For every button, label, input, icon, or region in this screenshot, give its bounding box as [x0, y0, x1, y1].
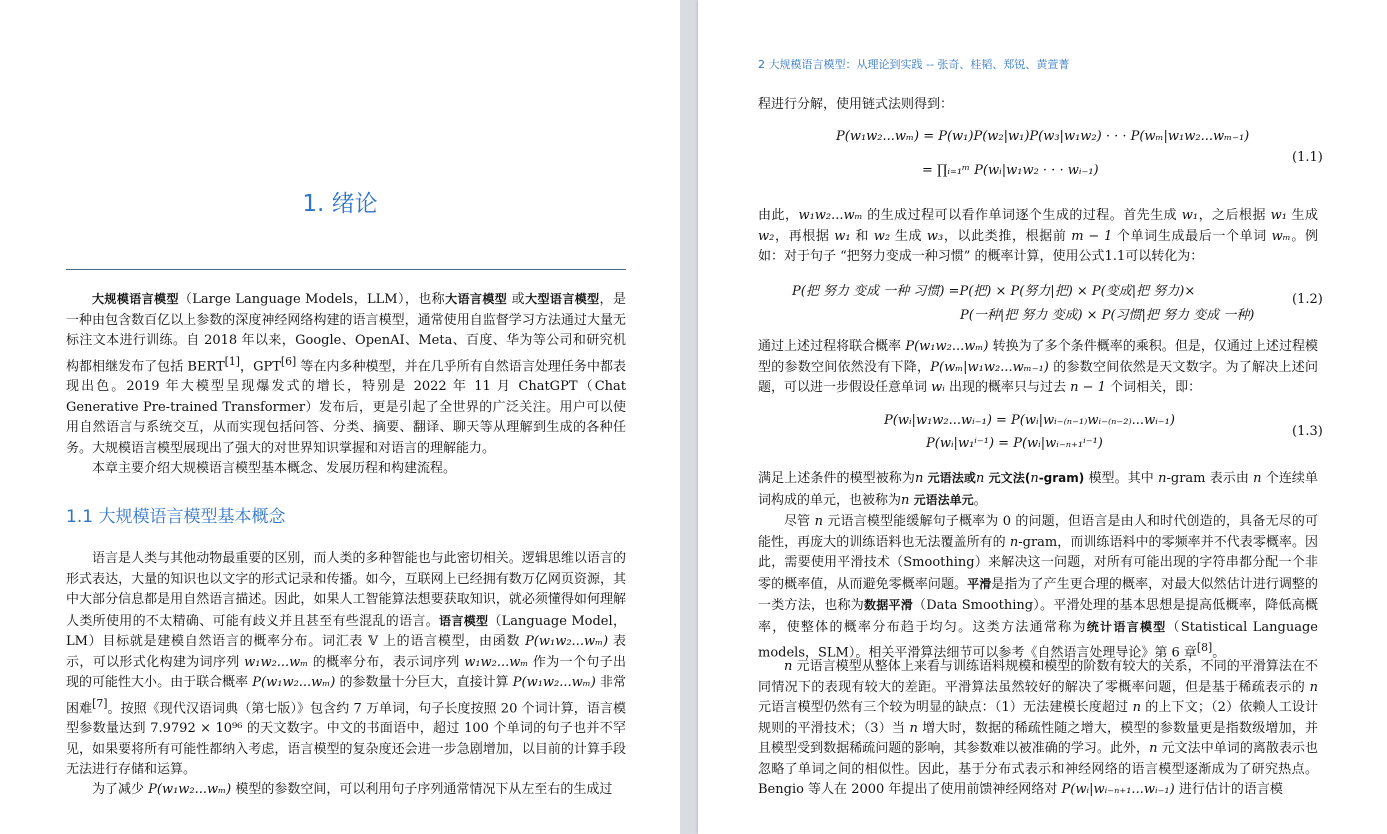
text-run: 或	[507, 292, 526, 307]
text-run: 语言是人类与其他动物最重要的区别，而人类的多种智能也与此密切相关。逻辑思维以语言的形式表达，大量的知识也以文字的形式记录和传播。如今，互联网上已经拥有数万亿网页资源，其中大部分信息都是用自然语言描述。因此，如果人工智能算法想要获取知识，就必须懂得如何理解人类所使用的不太精确、可能有歧义并且甚至有些混乱的语言。	[66, 551, 626, 629]
math-inline: n	[1158, 471, 1167, 486]
math-inline: P(w₁w₂...wₘ)	[905, 339, 989, 354]
text-run: ，以此类推，根据前	[943, 228, 1072, 244]
equation-3-number: (1.3)	[1292, 424, 1323, 439]
math-inline: n	[1132, 700, 1141, 715]
right-paragraph-top: 程进行分解，使用链式法则得到：	[758, 97, 954, 112]
text-run: 。	[1212, 645, 1226, 661]
text-run: 转换为了多个条件概率的乘积。但是，仅通过上述过程模型的参数空间依然没有下降，	[758, 339, 1318, 375]
text-run: 的概率分布，表示词序列	[308, 654, 465, 670]
math-inline: P(w₁w₂...wₘ)	[148, 782, 232, 797]
section-paragraph-2	[66, 780, 626, 801]
math-inline: n	[1009, 534, 1019, 550]
math-inline: n	[1309, 679, 1318, 695]
text-run: 作为一个句子出现的可能性大小。由于联合概率	[66, 654, 626, 690]
text-run: 模型。其中	[1084, 471, 1159, 486]
text-run: 满足上述条件的模型被称为	[758, 471, 915, 486]
math-inline: w₃	[926, 228, 944, 244]
text-run: 出现的概率只与过去	[944, 380, 1071, 395]
citation: [8]	[1196, 641, 1213, 654]
intro-paragraph-1	[66, 289, 626, 459]
math-inline: w₁w₂...wₘ	[244, 654, 309, 670]
intro-paragraph-2: 本章主要介绍大规模语言模型基本概念、发展历程和构建流程。	[92, 461, 457, 476]
text-run: 尽管	[784, 514, 815, 529]
term: 平滑	[967, 576, 992, 591]
term: 元文法(	[984, 471, 1031, 485]
text-run: ，之后根据	[1198, 208, 1271, 223]
text-run: 非常困难	[66, 675, 626, 716]
text-run: 。	[973, 492, 987, 508]
equation-1-number: (1.1)	[1292, 150, 1323, 165]
text-run: 个连续单词构成的单元，也被称为	[758, 471, 1319, 508]
math-inline: wᵢ	[931, 380, 945, 395]
text-run: 进行估计的语言模	[1174, 782, 1283, 797]
left-page	[0, 0, 680, 834]
text-run: ，再根据	[774, 228, 835, 244]
math-inline: n − 1	[1070, 380, 1106, 395]
chapter-rule	[66, 269, 626, 270]
text-run: 通过上述过程将联合概率	[758, 339, 906, 354]
text-run: 生成	[1286, 208, 1319, 223]
right-paragraph-last	[758, 657, 1318, 801]
math-inline: w₁w₂...wₘ	[464, 654, 529, 670]
equation-2-line-2: P(一种|把 努力 变成) × P(习惯|把 努力 变成 一种)	[960, 308, 1255, 323]
math-inline: w₁	[1181, 208, 1199, 223]
equation-2-number: (1.2)	[1292, 292, 1323, 307]
math-inline: n	[784, 659, 793, 674]
page-gutter	[680, 0, 698, 834]
text-run: 为了减少	[92, 782, 149, 797]
math-inline: wₘ	[1271, 228, 1291, 244]
citation: [7]	[92, 696, 108, 710]
text-run: 个词相关，即：	[1105, 380, 1202, 395]
math-inline: n	[814, 514, 824, 529]
text-run: 。按照《现代汉语词典（第七版）》包含约 7 万单词，句子长度按照 20 个词计算，语言模型参数量达到 7.9792 × 10⁹⁶ 的天文数字。中文的书面语中，超过 100 个单词的句子也并不罕见，如果要将所有可能性都纳入考虑，语言模型的复杂度还会进一步急剧增加，以目前的计算手段无法进行存储和运算。	[66, 700, 626, 778]
math-inline: n	[1149, 741, 1158, 756]
right-paragraph-ngram	[758, 468, 1318, 511]
equation-3-line-1: P(wᵢ|w₁w₂...wᵢ₋₁) = P(wᵢ|wᵢ₋₍ₙ₋₁₎wᵢ₋₍ₙ₋₂₎...wᵢ₋₁)	[884, 413, 1175, 428]
term: -gram)	[1038, 471, 1085, 485]
math-inline: P(w₁w₂...wₘ)	[512, 675, 596, 690]
text-run: 等在内多种模型，并在几乎所有自然语言处理任务中都表现出色。2019 年大模型呈现爆发式的增长，特别是 2022 年 11 月 ChatGPT（Chat Generative Pre-trained Transformer）发布后，更是引起了全世界的广泛关注。用户可以使用自然语言与系统交互，从而实现包括问答、分类、摘要、翻译、聊天等从理解到生成的各种任务。大规模语言模型展现出了强大的对世界知识掌握和对语言的理解能力。	[66, 358, 626, 456]
text-run: ，GPT	[240, 358, 281, 374]
citation: [1]	[224, 354, 241, 368]
text-run: 的参数量十分巨大，直接计算	[335, 675, 513, 690]
text-run: 模型的参数空间，可以利用句子序列通常情况下从左至右的生成过	[231, 782, 613, 797]
math-inline: P(w₁w₂...wₘ)	[252, 675, 336, 690]
text-run: 的生成过程可以看作单词逐个生成的过程。首先生成	[862, 208, 1182, 223]
text-run: 个单词生成最后一个单词	[1112, 228, 1272, 244]
math-inline: n	[1030, 471, 1039, 486]
term: 数据平滑	[863, 598, 913, 612]
text-run: 由此，	[758, 208, 799, 223]
math-inline: n	[914, 471, 924, 486]
math-inline: P(wₘ|w₁w₂...wₘ₋₁)	[930, 359, 1049, 375]
term: 大规模语言模型	[92, 292, 179, 306]
math-inline: w₁w₂...wₘ	[798, 208, 863, 223]
running-head: 2 大规模语言模型：从理论到实践 -- 张奇、桂韬、郑锐、黄萱菁	[758, 58, 1070, 71]
text-run: 。例如：对于句子 “把努力变成一种习惯” 的概率计算，使用公式1.1可以转化为：	[758, 228, 1319, 264]
right-paragraph-smoothing	[758, 512, 1318, 664]
equation-2-line-1: P(把 努力 变成 一种 习惯) =P(把) × P(努力|把) × P(变成|把 努力)×	[792, 284, 1196, 299]
math-inline: n	[975, 471, 985, 486]
text-run: （Statistical Language models，SLM）。相关平滑算法细节可以参考《自然语言处理导论》第 6 章	[758, 619, 1318, 661]
math-inline: n	[901, 492, 910, 508]
text-run: 和	[850, 228, 874, 244]
section-title: 1.1 大规模语言模型基本概念	[66, 507, 286, 527]
citation: [6]	[280, 354, 297, 368]
text-run: -gram 表示由	[1166, 471, 1254, 486]
text-run: 元文法中单词的离散表示也忽略了单词之间的相似性。因此，基于分布式表示和神经网络的语言模型逐渐成为了研究热点。Bengio 等人在 2000 年提出了使用前馈神经网络对	[758, 741, 1318, 797]
chapter-title: 1. 绪论	[302, 191, 378, 217]
math-inline: w₁	[834, 228, 851, 244]
math-inline: n	[909, 720, 918, 736]
section-paragraph-1	[66, 549, 626, 781]
math-inline: w₁	[1270, 208, 1287, 223]
math-inline: m − 1	[1071, 228, 1113, 244]
math-inline: n	[1253, 471, 1262, 486]
text-run: 元语言模型从整体上来看与训练语料规模和模型的阶数有较大的关系，不同的平滑算法在不同情况下的表现有较大的差距。平滑算法虽然较好的解决了零概率问题，但是基于稀疏表示的	[758, 659, 1318, 695]
equation-1-line-2: = ∏ᵢ₌₁ᵐ P(wᵢ|w₁w₂ · · · wᵢ₋₁)	[922, 163, 1099, 178]
right-paragraph-after-eq1	[758, 206, 1318, 268]
text-run: ，是一种由包含数百亿以上参数的深度神经网络构建的语言模型，通常使用自监督学习方法通过大量无标注文本进行训练。自 2018 年以来，Google、OpenAI、Meta、百度、华为等公司和研究机构都相继发布了包括 BERT	[66, 292, 626, 374]
right-paragraph-after-eq2	[758, 337, 1318, 399]
term: 大型语言模型	[525, 292, 600, 306]
text-run: 的参数空间依然是天文数字。为了解决上述问题，可以进一步假设任意单词	[758, 359, 1318, 395]
equation-1-line-1: P(w₁w₂...wₘ) = P(w₁)P(w₂|w₁)P(w₃|w₁w₂) · · · P(wₘ|w₁w₂...wₘ₋₁)	[836, 129, 1250, 144]
text-run: 元语言模型能缓解句子概率为 0 的问题，但语言是由人和时代创造的，具备无尽的可能性，再庞大的训练语料也无法覆盖所有的	[758, 514, 1318, 550]
term: 语言模型	[439, 613, 489, 628]
text-run: （Language Model，LM）目标就是建模自然语言的概率分布。词汇表 𝕍 上的语言模型，由函数	[66, 613, 626, 649]
text-run: 的上下文；（2）依赖人工设计规则的平滑技术；（3）当	[758, 700, 1319, 736]
text-run: 是指为了产生更合理的概率，对最大似然估计进行调整的一类方法，也称为	[758, 576, 1318, 613]
text-run: -gram，而训练语料中的零频率并不代表零概率。因此，需要使用平滑技术（Smoothing）来解决这一问题，对所有可能出现的字符串都分配一个非零的概率值，从而避免零概率问题。	[758, 534, 1318, 592]
term: 元语法单元	[909, 492, 974, 507]
text-run: 生成	[890, 228, 927, 244]
term: 元语法或	[923, 471, 976, 485]
term: 大语言模型	[445, 292, 508, 306]
term: 统计语言模型	[1086, 619, 1167, 634]
text-run: （Large Language Models，LLM），也称	[178, 292, 446, 307]
math-inline: w₂	[873, 228, 891, 244]
text-run: 元语言模型仍然有三个较为明显的缺点：（1）无法建模长度超过	[758, 700, 1133, 715]
math-inline: P(wᵢ|wᵢ₋ₙ₊₁...wᵢ₋₁)	[1061, 782, 1175, 797]
math-inline: P(w₁w₂...wₘ)	[525, 634, 609, 649]
math-inline: w₂	[758, 228, 775, 244]
equation-3-line-2: P(wᵢ|w₁ⁱ⁻¹) = P(wᵢ|wᵢ₋ₙ₊₁ⁱ⁻¹)	[926, 436, 1103, 451]
text-run: 表示，可以形式化构建为词序列	[66, 634, 626, 670]
text-run: 增大时，数据的稀疏性随之增大，模型的参数量更是指数级增加，并且模型受到数据稀疏问题的影响，其参数难以被准确的学习。此外，	[758, 720, 1318, 756]
text-run: （Data Smoothing）。平滑处理的基本思想是提高低概率，降低高概率，使整体的概率分布趋于均匀。这类方法通常称为	[758, 598, 1318, 635]
